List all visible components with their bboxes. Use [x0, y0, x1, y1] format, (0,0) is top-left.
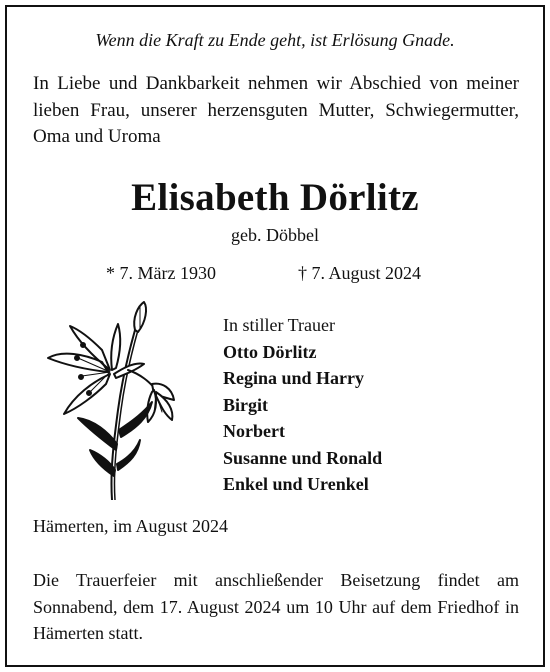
mourner-name: Regina und Harry: [223, 368, 365, 388]
birth-date: * 7. März 1930: [106, 263, 216, 283]
mourner-name: Otto Dörlitz: [223, 341, 317, 362]
intro-text: In Liebe und Dankbarkeit nehmen wir Abschied von meiner lieben Frau, unserer herzensguten Mutter, Schwiegermutter, Oma und Uroma: [33, 73, 519, 147]
ceremony-text: Die Trauerfeier mit anschließender Beisetzung findet am Sonnabend, dem 17. August 2024 um 10 Uhr auf dem Friedhof in Hämerten statt.: [33, 570, 519, 643]
mourner-name: Susanne und Ronald: [223, 447, 383, 468]
mourners-block: [223, 312, 382, 498]
death-date: † 7. August 2024: [298, 263, 422, 283]
maiden-name: geb. Döbbel: [231, 225, 319, 245]
deceased-name: Elisabeth Dörlitz: [131, 176, 419, 219]
lily-icon: [40, 300, 180, 500]
mourners-lead: In stiller Trauer: [223, 315, 335, 335]
mourner-name: Enkel und Urenkel: [223, 474, 369, 494]
mourner-name: Birgit: [223, 394, 268, 415]
mourner-name: Norbert: [223, 421, 285, 441]
motto: Wenn die Kraft zu Ende geht, ist Erlösung Gnade.: [95, 30, 455, 50]
place-and-date: Hämerten, im August 2024: [33, 516, 228, 536]
